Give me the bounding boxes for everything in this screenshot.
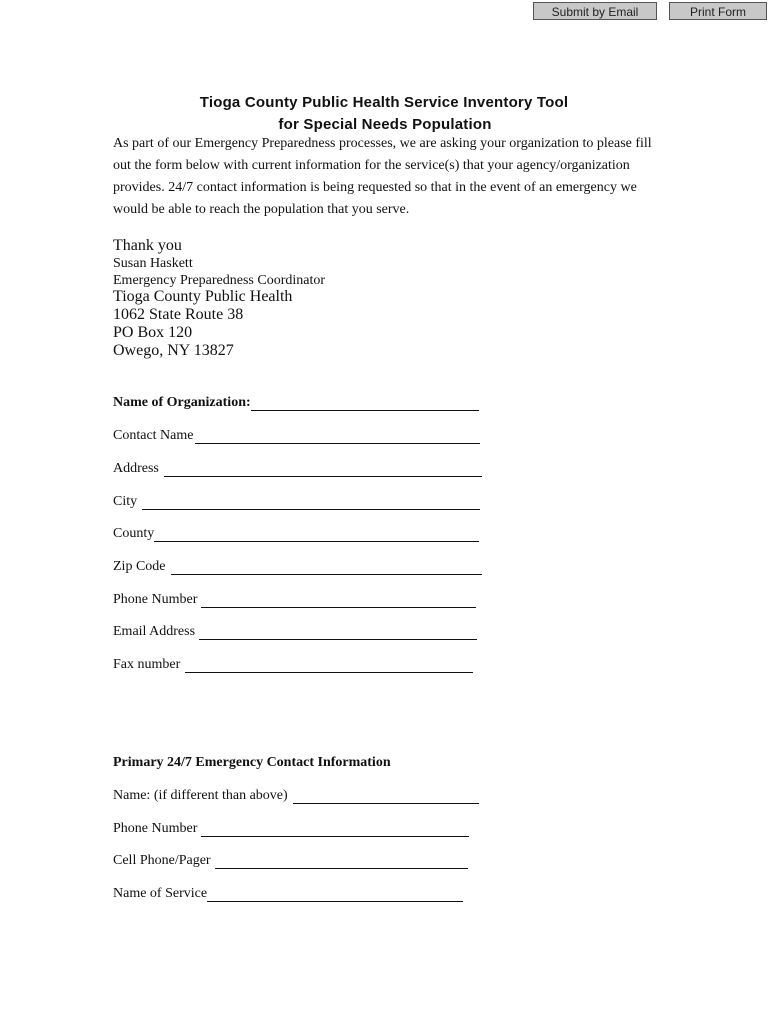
email-address-field[interactable] bbox=[113, 624, 477, 640]
emergency-phone-field[interactable] bbox=[113, 821, 469, 837]
signer-organization: Tioga County Public Health bbox=[113, 288, 293, 305]
address-label: Address bbox=[113, 461, 159, 476]
address-input[interactable] bbox=[164, 464, 482, 477]
city-label: City bbox=[113, 494, 138, 509]
service-name-field[interactable] bbox=[113, 886, 463, 902]
service-name-input[interactable] bbox=[207, 889, 463, 902]
submit-by-email-label: Submit by Email bbox=[551, 5, 639, 19]
intro-line: would be able to reach the population that you serve. bbox=[113, 202, 410, 217]
city-field[interactable] bbox=[113, 494, 480, 510]
signer-name: Susan Haskett bbox=[113, 256, 193, 271]
cell-pager-field[interactable] bbox=[113, 853, 468, 869]
emergency-phone-input[interactable] bbox=[201, 824, 469, 837]
organization-name-label: Name of Organization: bbox=[113, 395, 251, 410]
signer-street: 1062 State Route 38 bbox=[113, 306, 244, 323]
emergency-contact-heading: Primary 24/7 Emergency Contact Information bbox=[113, 755, 391, 770]
emergency-name-field[interactable] bbox=[113, 788, 479, 804]
city-input[interactable] bbox=[142, 497, 480, 510]
cell-pager-input[interactable] bbox=[215, 856, 468, 869]
form-title: Tioga County Public Health Service Inventory Tool bbox=[199, 94, 569, 111]
phone-number-field[interactable] bbox=[113, 592, 476, 608]
zip-code-label: Zip Code bbox=[113, 559, 166, 574]
emergency-name-input[interactable] bbox=[293, 791, 479, 804]
intro-line: provides. 24/7 contact information is being requested so that in the event of an emergency we bbox=[113, 180, 637, 195]
email-address-label: Email Address bbox=[113, 624, 196, 639]
intro-line: out the form below with current information for the service(s) that your agency/organization bbox=[113, 158, 630, 173]
service-name-label: Name of Service bbox=[113, 886, 208, 901]
phone-number-label: Phone Number bbox=[113, 592, 198, 607]
contact-name-field[interactable] bbox=[113, 428, 480, 444]
organization-name-field[interactable] bbox=[113, 395, 479, 411]
cell-pager-label: Cell Phone/Pager bbox=[113, 853, 211, 868]
form-subtitle: for Special Needs Population bbox=[278, 116, 492, 133]
county-field[interactable] bbox=[113, 526, 479, 542]
address-field[interactable] bbox=[113, 461, 482, 477]
contact-name-label: Contact Name bbox=[113, 428, 194, 443]
intro-line: As part of our Emergency Preparedness processes, we are asking your organization to please fill bbox=[113, 136, 652, 151]
print-form-label: Print Form bbox=[689, 5, 746, 19]
county-label: County bbox=[113, 526, 155, 541]
fax-number-input[interactable] bbox=[185, 660, 473, 673]
thank-you-text: Thank you bbox=[113, 237, 182, 254]
print-form-button[interactable] bbox=[669, 2, 767, 20]
contact-name-input[interactable] bbox=[195, 431, 480, 444]
submit-by-email-button[interactable] bbox=[533, 2, 657, 20]
signer-city-state: Owego, NY 13827 bbox=[113, 342, 234, 359]
zip-code-input[interactable] bbox=[171, 562, 482, 575]
phone-number-input[interactable] bbox=[201, 595, 476, 608]
zip-code-field[interactable] bbox=[113, 559, 482, 575]
county-input[interactable] bbox=[154, 529, 479, 542]
signer-role: Emergency Preparedness Coordinator bbox=[113, 273, 326, 288]
emergency-phone-label: Phone Number bbox=[113, 821, 198, 836]
email-address-input[interactable] bbox=[199, 627, 477, 640]
fax-number-field[interactable] bbox=[113, 657, 473, 673]
fax-number-label: Fax number bbox=[113, 657, 181, 672]
organization-name-input[interactable] bbox=[251, 398, 479, 411]
emergency-name-label: Name: (if different than above) bbox=[113, 788, 288, 803]
signer-po-box: PO Box 120 bbox=[113, 324, 193, 341]
